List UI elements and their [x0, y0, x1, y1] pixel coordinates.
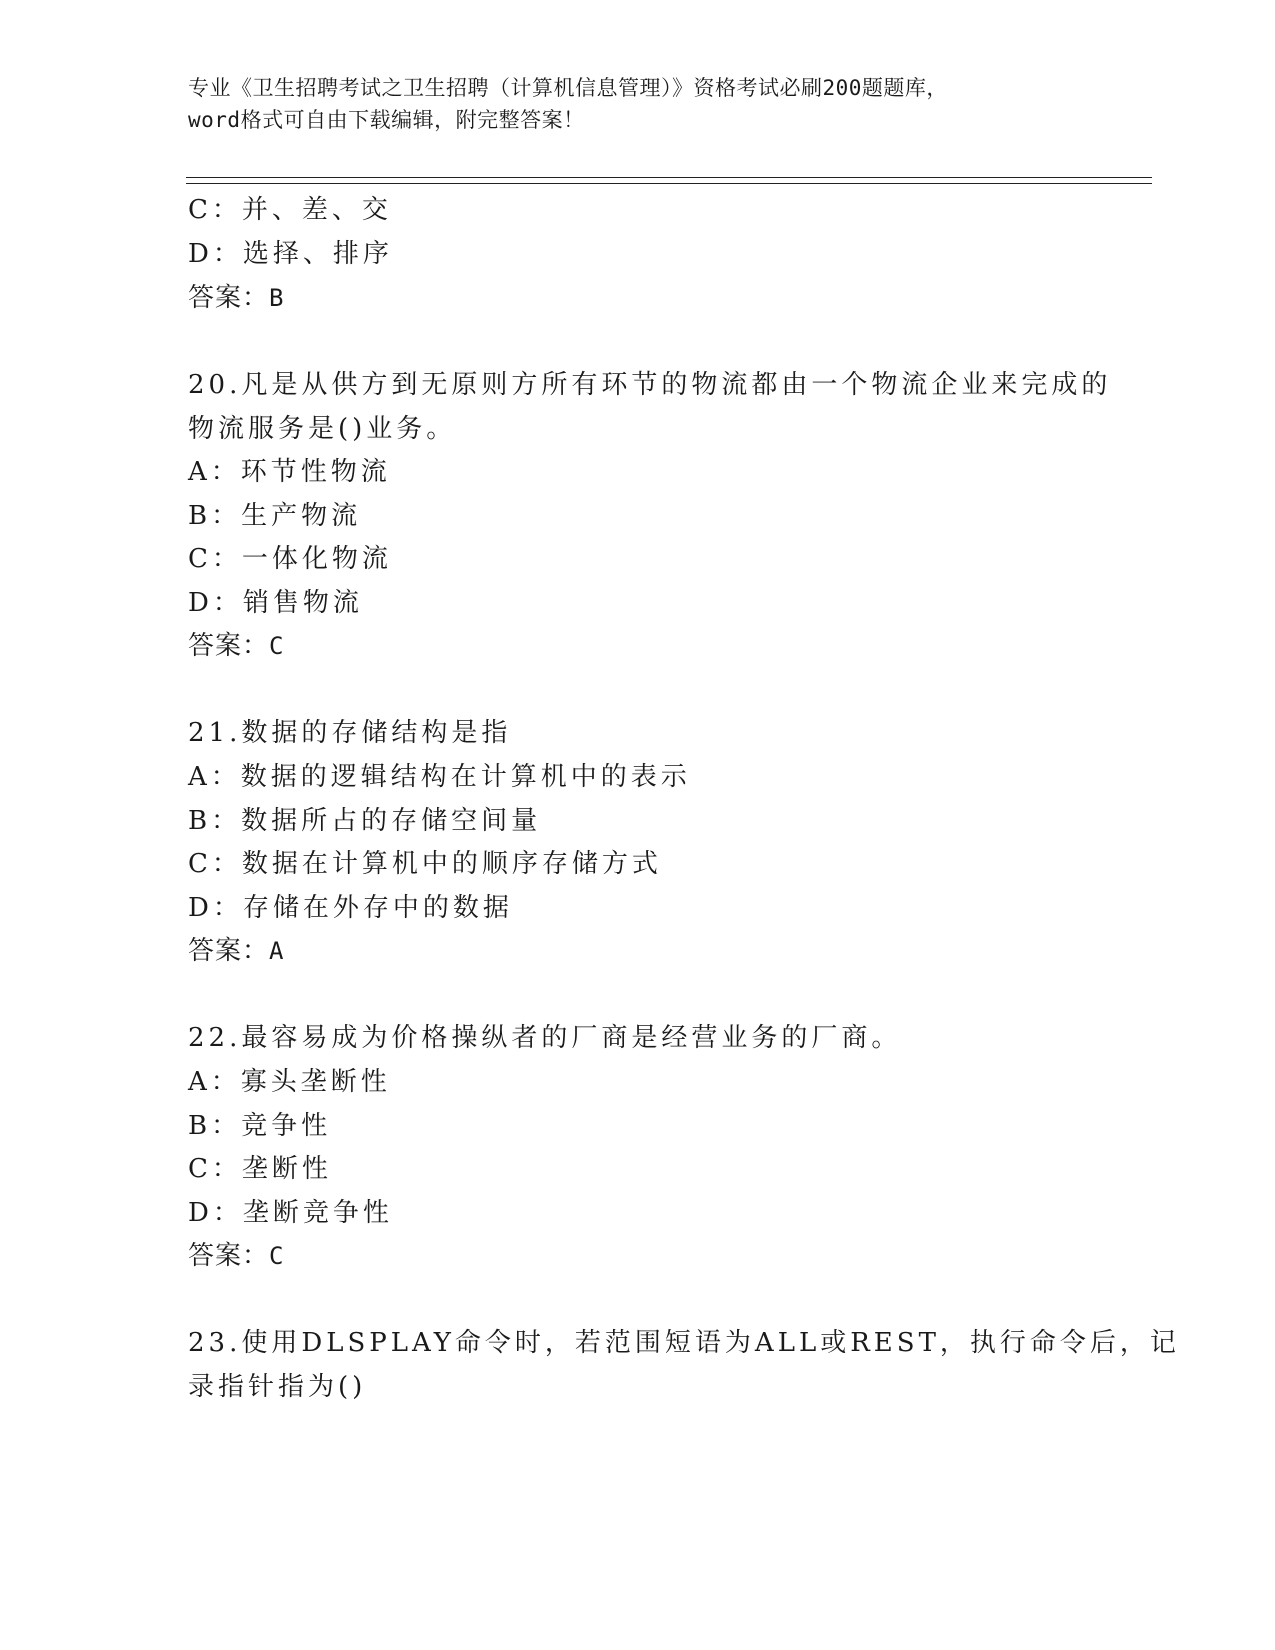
answer-value: B: [269, 284, 285, 312]
answer-value: C: [269, 632, 285, 660]
q22-option-d: D：垄断竞争性: [188, 1198, 393, 1228]
q21-option-d: D：存储在外存中的数据: [188, 893, 513, 923]
q20-stem-line-1: 20.凡是从供方到无原则方所有环节的物流都由一个物流企业来完成的: [188, 370, 1112, 400]
q19-option-c: C：并、差、交: [188, 195, 392, 225]
q22-answer: [188, 1240, 284, 1272]
q19-option-d: D：选择、排序: [188, 239, 393, 269]
answer-value: A: [269, 937, 285, 965]
answer-label: 答案：: [188, 283, 270, 313]
q20-option-d: D：销售物流: [188, 588, 363, 618]
q20-answer: [188, 630, 284, 662]
answer-label: 答案：: [188, 1241, 270, 1271]
header-divider-bottom: [186, 183, 1152, 184]
q19-answer: [188, 282, 284, 314]
document-header: [188, 72, 1088, 136]
q22-option-b: B：竞争性: [188, 1111, 332, 1141]
q20-option-c: C：一体化物流: [188, 544, 392, 574]
q21-option-b: B：数据所占的存储空间量: [188, 806, 542, 836]
q21-stem-line-1: 21.数据的存储结构是指: [188, 718, 512, 748]
answer-label: 答案：: [188, 936, 270, 966]
header-title-line-2: word格式可自由下载编辑，附完整答案！: [188, 108, 585, 132]
q22-option-c: C：垄断性: [188, 1154, 332, 1184]
header-divider-top: [186, 177, 1152, 178]
q21-option-a: A：数据的逻辑结构在计算机中的表示: [188, 762, 691, 792]
answer-label: 答案：: [188, 631, 270, 661]
q22-stem-line-1: 22.最容易成为价格操纵者的厂商是经营业务的厂商。: [188, 1023, 902, 1053]
q22-option-a: A：寡头垄断性: [188, 1067, 391, 1097]
q20-option-b: B：生产物流: [188, 501, 362, 531]
q20-option-a: A：环节性物流: [188, 457, 391, 487]
q21-answer: [188, 935, 284, 967]
q23-stem-line-1: 23.使用DLSPLAY命令时，若范围短语为ALL或REST，执行命令后，记: [188, 1328, 1180, 1358]
header-title-line-1: 专业《卫生招聘考试之卫生招聘（计算机信息管理）》资格考试必刷200题题库，: [188, 76, 948, 100]
q20-stem-line-2: 物流服务是()业务。: [188, 414, 457, 444]
q23-stem-line-2: 录指针指为(): [188, 1372, 367, 1402]
answer-value: C: [269, 1242, 285, 1270]
q21-option-c: C：数据在计算机中的顺序存储方式: [188, 849, 662, 879]
